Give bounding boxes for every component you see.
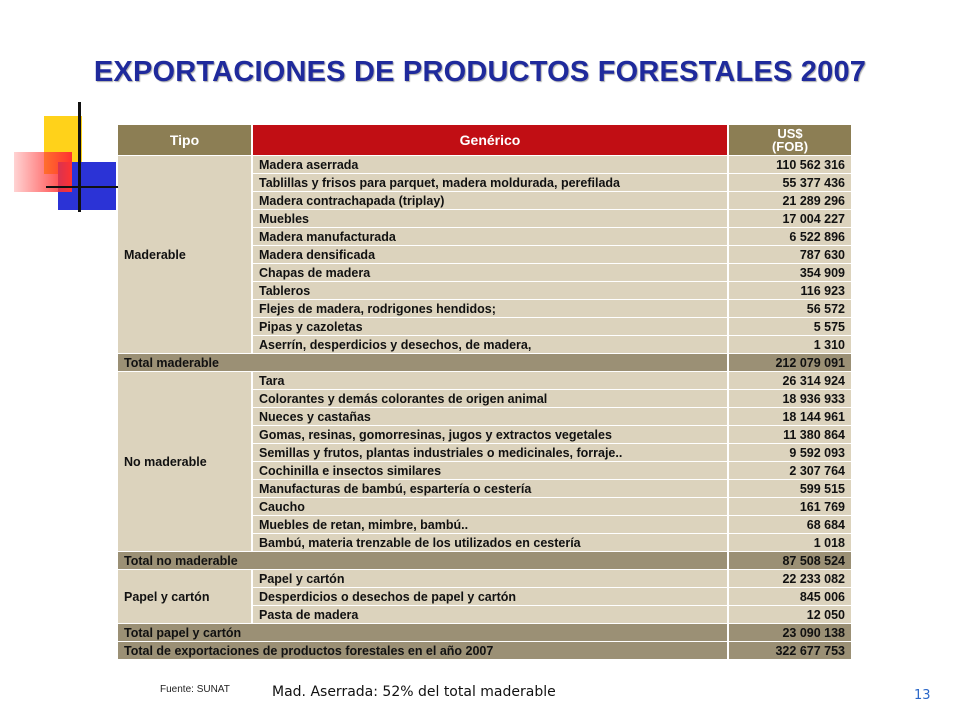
generico-cell: Madera aserrada xyxy=(253,156,727,173)
generico-cell: Gomas, resinas, gomorresinas, jugos y extractos vegetales xyxy=(253,426,727,443)
grand-total-value: 322 677 753 xyxy=(729,642,851,659)
usd-cell: 22 233 082 xyxy=(729,570,851,587)
usd-cell: 6 522 896 xyxy=(729,228,851,245)
total-label: Total papel y cartón xyxy=(118,624,727,641)
generico-cell: Madera densificada xyxy=(253,246,727,263)
generico-cell: Papel y cartón xyxy=(253,570,727,587)
logo-horizontal-line xyxy=(46,186,118,188)
usd-cell: 11 380 864 xyxy=(729,426,851,443)
usd-cell: 26 314 924 xyxy=(729,372,851,389)
table-header-row xyxy=(118,125,851,155)
generico-cell: Madera contrachapada (triplay) xyxy=(253,192,727,209)
generico-cell: Chapas de madera xyxy=(253,264,727,281)
header-usd xyxy=(729,125,851,155)
generico-cell: Pipas y cazoletas xyxy=(253,318,727,335)
generico-cell: Desperdicios o desechos de papel y cartón xyxy=(253,588,727,605)
total-value: 23 090 138 xyxy=(729,624,851,641)
total-row xyxy=(118,624,851,641)
usd-cell: 68 684 xyxy=(729,516,851,533)
usd-cell: 1 018 xyxy=(729,534,851,551)
generico-cell: Tablillas y frisos para parquet, madera moldurada, perefilada xyxy=(253,174,727,191)
generico-cell: Muebles xyxy=(253,210,727,227)
usd-cell: 2 307 764 xyxy=(729,462,851,479)
total-label: Total no maderable xyxy=(118,552,727,569)
grand-total-label: Total de exportaciones de productos forestales en el año 2007 xyxy=(118,642,727,659)
grand-total-row xyxy=(118,642,851,659)
usd-cell: 17 004 227 xyxy=(729,210,851,227)
generico-cell: Tara xyxy=(253,372,727,389)
generico-cell: Bambú, materia trenzable de los utilizados en cestería xyxy=(253,534,727,551)
page-number: 13 xyxy=(914,688,931,703)
table-row xyxy=(118,372,851,389)
usd-cell: 18 144 961 xyxy=(729,408,851,425)
generico-cell: Cochinilla e insectos similares xyxy=(253,462,727,479)
generico-cell: Manufacturas de bambú, espartería o cestería xyxy=(253,480,727,497)
header-usd-line1: US$ xyxy=(777,126,803,141)
exports-table xyxy=(116,124,853,660)
generico-cell: Flejes de madera, rodrigones hendidos; xyxy=(253,300,727,317)
table-row xyxy=(118,156,851,173)
total-row xyxy=(118,354,851,371)
generico-cell: Madera manufacturada xyxy=(253,228,727,245)
total-value: 212 079 091 xyxy=(729,354,851,371)
total-value: 87 508 524 xyxy=(729,552,851,569)
tipo-cell: No maderable xyxy=(118,372,251,551)
generico-cell: Aserrín, desperdicios y desechos, de madera, xyxy=(253,336,727,353)
usd-cell: 5 575 xyxy=(729,318,851,335)
usd-cell: 1 310 xyxy=(729,336,851,353)
source-label: Fuente: SUNAT xyxy=(160,684,230,695)
header-generico: Genérico xyxy=(253,125,727,155)
logo-vertical-line xyxy=(78,102,81,212)
tipo-cell: Papel y cartón xyxy=(118,570,251,623)
usd-cell: 161 769 xyxy=(729,498,851,515)
usd-cell: 56 572 xyxy=(729,300,851,317)
generico-cell: Pasta de madera xyxy=(253,606,727,623)
usd-cell: 21 289 296 xyxy=(729,192,851,209)
generico-cell: Semillas y frutos, plantas industriales o medicinales, forraje.. xyxy=(253,444,727,461)
slide-title: EXPORTACIONES DE PRODUCTOS FORESTALES 2007 xyxy=(93,56,867,88)
generico-cell: Caucho xyxy=(253,498,727,515)
usd-cell: 787 630 xyxy=(729,246,851,263)
generico-cell: Muebles de retan, mimbre, bambú.. xyxy=(253,516,727,533)
generico-cell: Colorantes y demás colorantes de origen animal xyxy=(253,390,727,407)
generico-cell: Tableros xyxy=(253,282,727,299)
note-text: Mad. Aserrada: 52% del total maderable xyxy=(272,684,556,700)
table-row xyxy=(118,570,851,587)
header-usd-line2: (FOB) xyxy=(771,139,809,154)
usd-cell: 18 936 933 xyxy=(729,390,851,407)
usd-cell: 110 562 316 xyxy=(729,156,851,173)
tipo-cell: Maderable xyxy=(118,156,251,353)
usd-cell: 845 006 xyxy=(729,588,851,605)
usd-cell: 12 050 xyxy=(729,606,851,623)
total-row xyxy=(118,552,851,569)
usd-cell: 9 592 093 xyxy=(729,444,851,461)
usd-cell: 116 923 xyxy=(729,282,851,299)
usd-cell: 354 909 xyxy=(729,264,851,281)
usd-cell: 55 377 436 xyxy=(729,174,851,191)
header-tipo: Tipo xyxy=(118,125,251,155)
usd-cell: 599 515 xyxy=(729,480,851,497)
total-label: Total maderable xyxy=(118,354,727,371)
generico-cell: Nueces y castañas xyxy=(253,408,727,425)
